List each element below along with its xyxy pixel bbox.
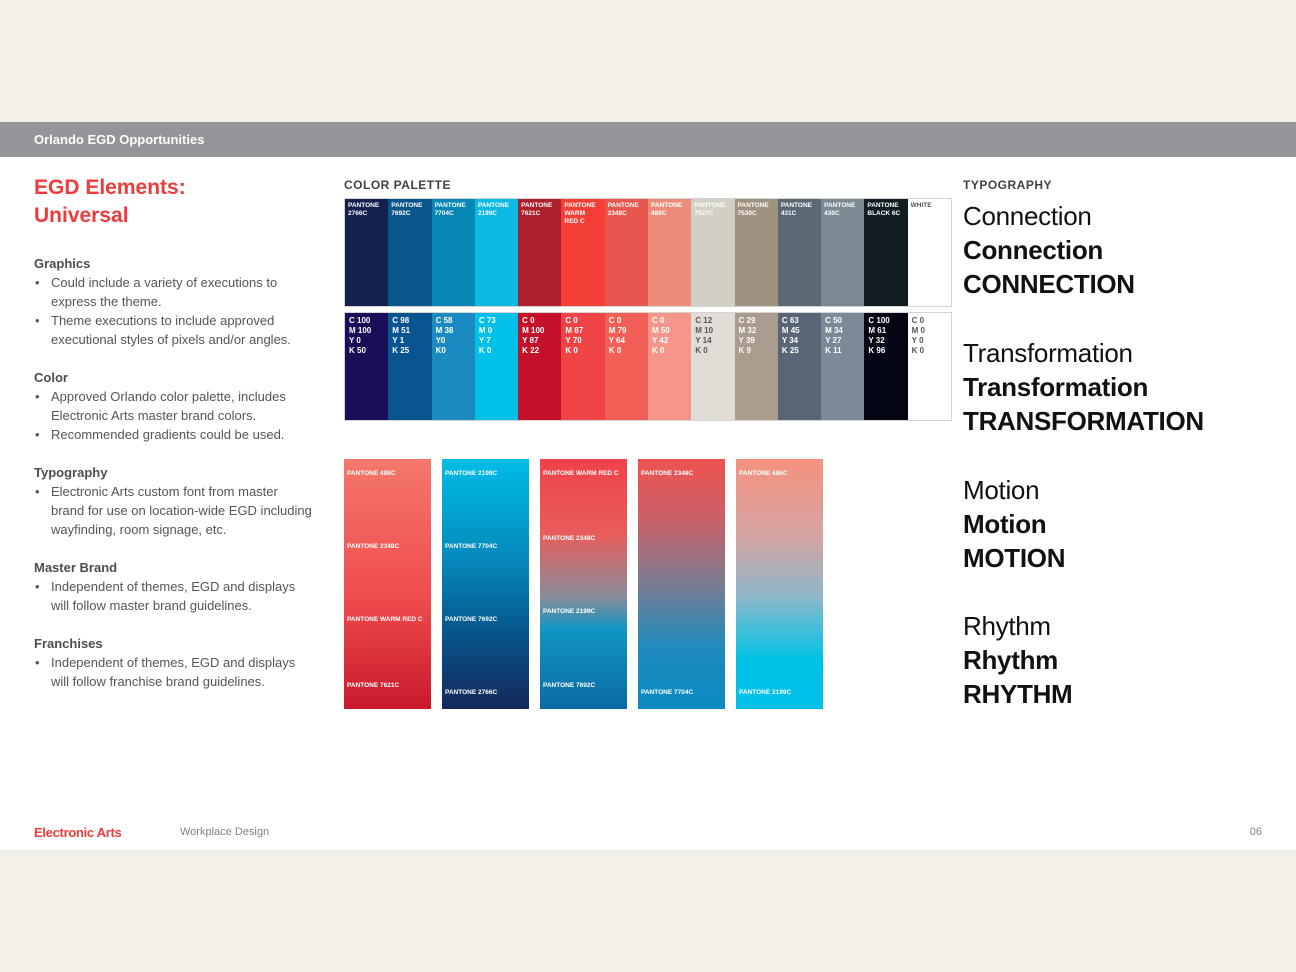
section-heading: Color	[34, 370, 68, 385]
swatch-label: PANTONE 2348C	[607, 202, 639, 217]
slide	[0, 122, 1296, 850]
type-sample-regular: Motion	[963, 475, 1040, 505]
bullet-text: Electronic Arts master brand colors.	[51, 408, 257, 423]
section-franchises	[34, 634, 334, 691]
footer-brand-logo: Electronic Arts	[34, 825, 122, 840]
color-swatch	[388, 313, 431, 420]
gradient-label: PANTONE 486C	[739, 470, 788, 477]
color-swatch	[432, 199, 475, 306]
bullet-item: • Theme executions to include approved executional styles of pixels and/or angles.	[34, 311, 334, 349]
type-sample-regular: Rhythm	[963, 611, 1051, 641]
color-swatch	[908, 313, 951, 420]
swatch-label: C 73 M 0 Y 7 K 0	[478, 316, 496, 355]
color-swatch	[864, 199, 907, 306]
gradient-label: PANTONE 2348C	[641, 470, 694, 477]
type-sample-bold: Connection	[963, 235, 1103, 265]
color-swatch	[475, 313, 518, 420]
swatch-label: PANTONE 2766C	[348, 202, 380, 217]
gradient-label: PANTONE 486C	[347, 470, 396, 477]
left-column	[34, 174, 334, 691]
gradient-label: PANTONE 7704C	[445, 543, 498, 550]
gradient-swatch-coral-teal	[638, 459, 725, 709]
typography-group-rhythm	[963, 609, 1072, 711]
type-sample-regular: Transformation	[963, 338, 1133, 368]
gradient-label: PANTONE 2199C	[739, 689, 792, 696]
color-swatch	[648, 313, 691, 420]
bullet-text: brand for use on location-wide EGD including	[51, 503, 312, 518]
bullet-item: • Electronic Arts custom font from master brand for use on location-wide EGD including wayfinding, room signage, etc.	[34, 482, 334, 539]
swatch-label: PANTONE 7530C	[737, 202, 769, 217]
gradient-label: PANTONE 2348C	[347, 543, 400, 550]
swatch-label: PANTONE 7621C	[521, 202, 553, 217]
color-swatch	[561, 313, 604, 420]
swatch-label: C 0 M 50 Y 42 K 0	[651, 316, 670, 355]
color-swatch	[605, 199, 648, 306]
section-color	[34, 368, 334, 444]
swatch-label: PANTONE 430C	[824, 202, 856, 217]
color-swatch	[475, 199, 518, 306]
gradient-label: PANTONE 2766C	[445, 689, 498, 696]
color-swatch	[432, 313, 475, 420]
swatch-label: PANTONE 7704C	[434, 202, 466, 217]
swatch-label: C 100 M 61 Y 32 K 96	[868, 316, 890, 355]
color-swatch	[821, 199, 864, 306]
bullet-text: Electronic Arts custom font from master	[51, 484, 278, 499]
bullet-item: • Approved Orlando color palette, includes Electronic Arts master brand colors.	[34, 387, 334, 425]
bullet-text: will follow franchise brand guidelines.	[51, 674, 265, 689]
typography-title: TYPOGRAPHY	[963, 178, 1053, 192]
gradient-label: PANTONE WARM RED C	[347, 616, 423, 623]
typography-group-transformation	[963, 336, 1204, 438]
typography-group-motion	[963, 473, 1065, 575]
gradient-label: PANTONE 2199C	[445, 470, 498, 477]
color-swatch	[778, 313, 821, 420]
type-sample-bold: Motion	[963, 509, 1047, 539]
swatch-label: C 29 M 32 Y 39 K 9	[738, 316, 757, 355]
color-swatch	[778, 199, 821, 306]
gradient-swatch-red	[344, 459, 431, 709]
gradient-label: PANTONE 7692C	[543, 682, 596, 689]
swatch-label: C 0 M 87 Y 70 K 0	[565, 316, 584, 355]
footer-subtitle: Workplace Design	[180, 826, 270, 838]
color-swatch	[388, 199, 431, 306]
gradient-label: PANTONE 7692C	[445, 616, 498, 623]
page-number: 06	[1249, 826, 1262, 838]
color-swatch	[518, 313, 561, 420]
swatch-label: PANTONE 7692C	[391, 202, 423, 217]
type-sample-bold: Rhythm	[963, 645, 1058, 675]
gradient-swatch-blue	[442, 459, 529, 709]
color-swatch	[518, 199, 561, 306]
gradient-label: PANTONE 2348C	[543, 535, 596, 542]
color-swatch	[908, 199, 951, 306]
type-sample-regular: Connection	[963, 201, 1092, 231]
swatch-label: C 12 M 10 Y 14 K 0	[695, 316, 714, 355]
header-title: Orlando EGD Opportunities	[34, 132, 205, 147]
page-title-line1: EGD Elements:	[34, 176, 186, 199]
section-heading: Graphics	[34, 256, 91, 271]
swatch-label: C 0 M 100 Y 87 K 22	[522, 316, 545, 355]
type-sample-bold: Transformation	[963, 372, 1149, 402]
gradient-label: PANTONE WARM RED C	[543, 470, 619, 477]
color-swatch	[561, 199, 604, 306]
gradient-swatch-red-blue	[540, 459, 627, 709]
color-swatch	[345, 199, 388, 306]
bullet-text: Recommended gradients could be used.	[51, 427, 285, 442]
bullet-item: • Independent of themes, EGD and displays will follow master brand guidelines.	[34, 577, 334, 615]
section-heading: Franchises	[34, 636, 103, 651]
bullet-text: executional styles of pixels and/or angles.	[51, 332, 291, 347]
type-sample-caps: MOTION	[963, 543, 1066, 573]
swatch-label: C 50 M 34 Y 27 K 11	[825, 316, 843, 355]
pantone-swatch-row	[344, 198, 952, 307]
color-swatch	[605, 313, 648, 420]
section-graphics	[34, 254, 334, 349]
typography-group-connection	[963, 199, 1135, 301]
swatch-label: PANTONE 2199C	[477, 202, 510, 217]
swatch-label: C 0 M 79 Y 64 K 0	[608, 316, 627, 355]
swatch-label: C 0 M 0 Y 0 K 0	[911, 316, 925, 355]
swatch-label: C 100 M 100 Y 0 K 50	[349, 316, 372, 355]
bullet-text: Independent of themes, EGD and displays	[51, 655, 296, 670]
gradient-swatch-peach-cyan	[736, 459, 823, 709]
gradient-label: PANTONE 2199C	[543, 608, 596, 615]
page-title	[34, 174, 334, 230]
section-typography	[34, 463, 334, 539]
swatch-label: PANTONE 431C	[780, 202, 812, 217]
page-title-line2: Universal	[34, 204, 129, 227]
section-heading: Typography	[34, 465, 108, 480]
section-master-brand	[34, 558, 334, 615]
color-swatch	[735, 313, 778, 420]
bullet-text: wayfinding, room signage, etc.	[51, 522, 227, 537]
bullet-text: Approved Orlando color palette, includes	[51, 389, 286, 404]
type-sample-caps: CONNECTION	[963, 269, 1135, 299]
bullet-text: Theme executions to include approved	[51, 313, 275, 328]
color-swatch	[345, 313, 388, 420]
swatch-label: C 58 M 38 Y0 K0	[435, 316, 454, 355]
gradient-label: PANTONE 7621C	[347, 682, 400, 689]
bullet-item: • Independent of themes, EGD and displays will follow franchise brand guidelines.	[34, 653, 334, 691]
bullet-item: • Could include a variety of executions to express the theme.	[34, 273, 334, 311]
section-heading: Master Brand	[34, 560, 118, 575]
color-swatch	[735, 199, 778, 306]
swatch-label: WHITE	[910, 202, 932, 209]
color-swatch	[864, 313, 907, 420]
bullet-text: will follow master brand guidelines.	[51, 598, 252, 613]
swatch-label: PANTONE 7527C	[694, 202, 726, 217]
swatch-label: C 63 M 45 Y 34 K 25	[781, 316, 800, 355]
color-swatch	[821, 313, 864, 420]
swatch-label: PANTONE 486C	[650, 202, 683, 217]
swatch-label: C 98 M 51 Y 1 K 25	[392, 316, 411, 355]
bullet-text: Independent of themes, EGD and displays	[51, 579, 296, 594]
header-bar	[0, 122, 1296, 157]
bullet-item: • Recommended gradients could be used.	[34, 425, 334, 444]
color-swatch	[691, 199, 734, 306]
color-swatch	[691, 313, 734, 420]
type-sample-caps: TRANSFORMATION	[963, 406, 1204, 436]
color-swatch	[648, 199, 691, 306]
swatch-label: PANTONE WARM RED C	[564, 202, 596, 225]
type-sample-caps: RHYTHM	[963, 679, 1073, 709]
swatch-label: PANTONE BLACK 6C	[867, 202, 901, 217]
gradient-label: PANTONE 7704C	[641, 689, 694, 696]
color-palette-title: COLOR PALETTE	[344, 178, 451, 192]
cmyk-swatch-row	[344, 312, 952, 421]
bullet-text: Could include a variety of executions to	[51, 275, 278, 290]
bullet-text: express the theme.	[51, 294, 162, 309]
